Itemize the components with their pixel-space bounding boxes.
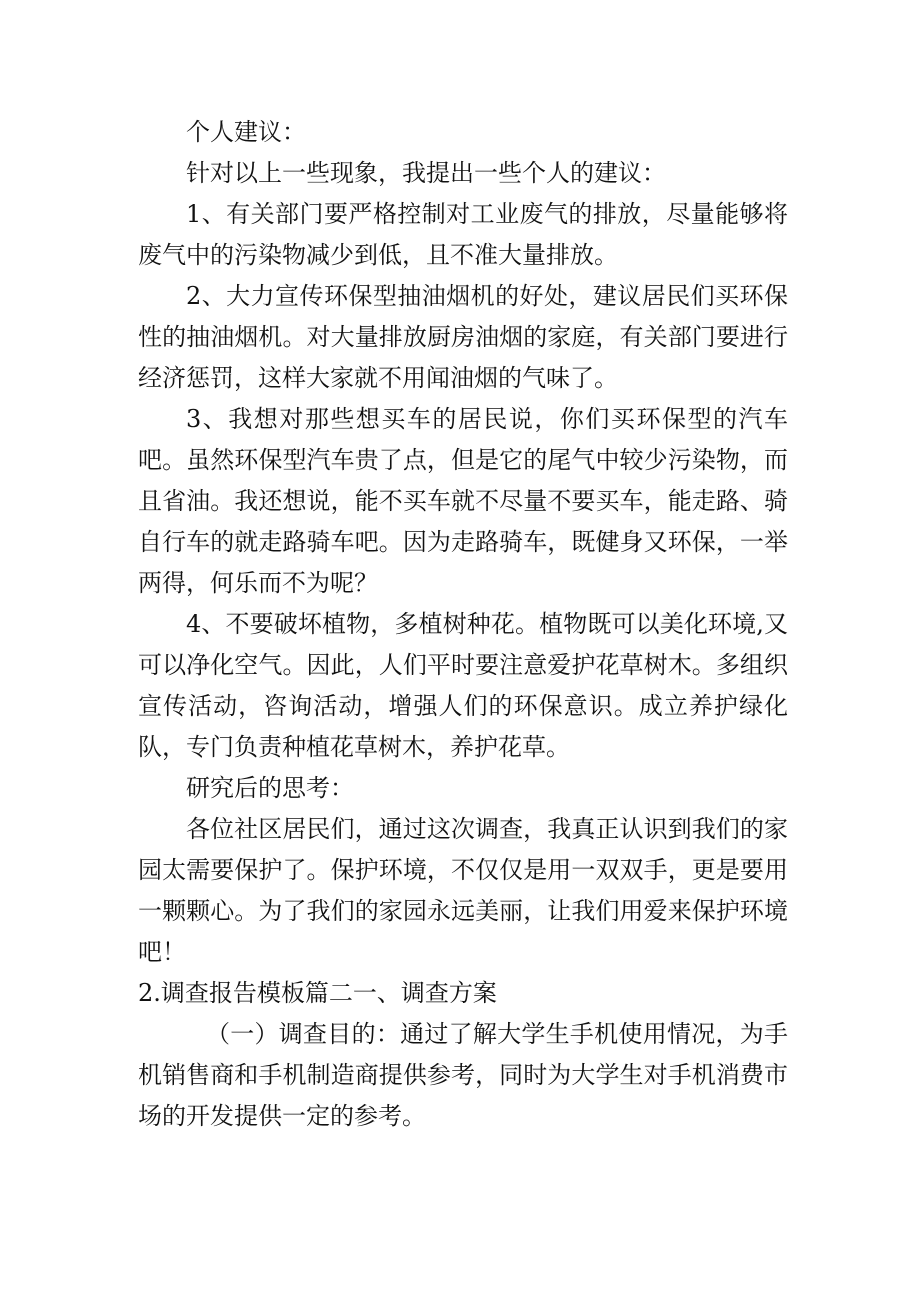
heading-reflection: 研究后的思考： [186, 774, 354, 802]
paragraph-suggestion-1: 1、有关部门要严格控制对工业废气的排放，尽量能够将废气中的污染物减少到低，且不准大量排放。 [138, 200, 788, 269]
paragraph-suggestion-2: 2、大力宣传环保型抽油烟机的好处，建议居民们买环保性的抽油烟机。对大量排放厨房油烟的家庭，有关部门要进行经济惩罚，这样大家就不用闻油烟的气味了。 [138, 282, 788, 392]
paragraph-reflection: 各位社区居民们，通过这次调查，我真正认识到我们的家园太需要保护了。保护环境，不仅仅是用一双双手，更是要用一颗颗心。为了我们的家园永远美丽，让我们用爱来保护环境吧！ [138, 815, 788, 966]
paragraph-intro: 针对以上一些现象，我提出一些个人的建议： [186, 159, 666, 187]
heading-personal-suggestions: 个人建议： [186, 118, 306, 146]
heading-template-2: 2.调查报告模板篇二一、调查方案 [138, 979, 497, 1007]
document-body [138, 112, 788, 1137]
paragraph-suggestion-4: 4、不要破坏植物，多植树种花。植物既可以美化环境,又可以净化空气。因此，人们平时要注意爱护花草树木。多组织宣传活动，咨询活动，增强人们的环保意识。成立养护绿化队，专门负责种植花草树木，养护花草。 [138, 610, 788, 761]
paragraph-suggestion-3: 3、我想对那些想买车的居民说，你们买环保型的汽车吧。虽然环保型汽车贵了点，但是它的尾气中较少污染物，而且省油。我还想说，能不买车就不尽量不要买车，能走路、骑自行车的就走路骑车吧。因为走路骑车，既健身又环保，一举两得，何乐而不为呢？ [138, 405, 788, 597]
paragraph-survey-purpose: （一）调查目的：通过了解大学生手机使用情况，为手机销售商和手机制造商提供参考，同时为大学生对手机消费市场的开发提供一定的参考。 [138, 1020, 788, 1130]
